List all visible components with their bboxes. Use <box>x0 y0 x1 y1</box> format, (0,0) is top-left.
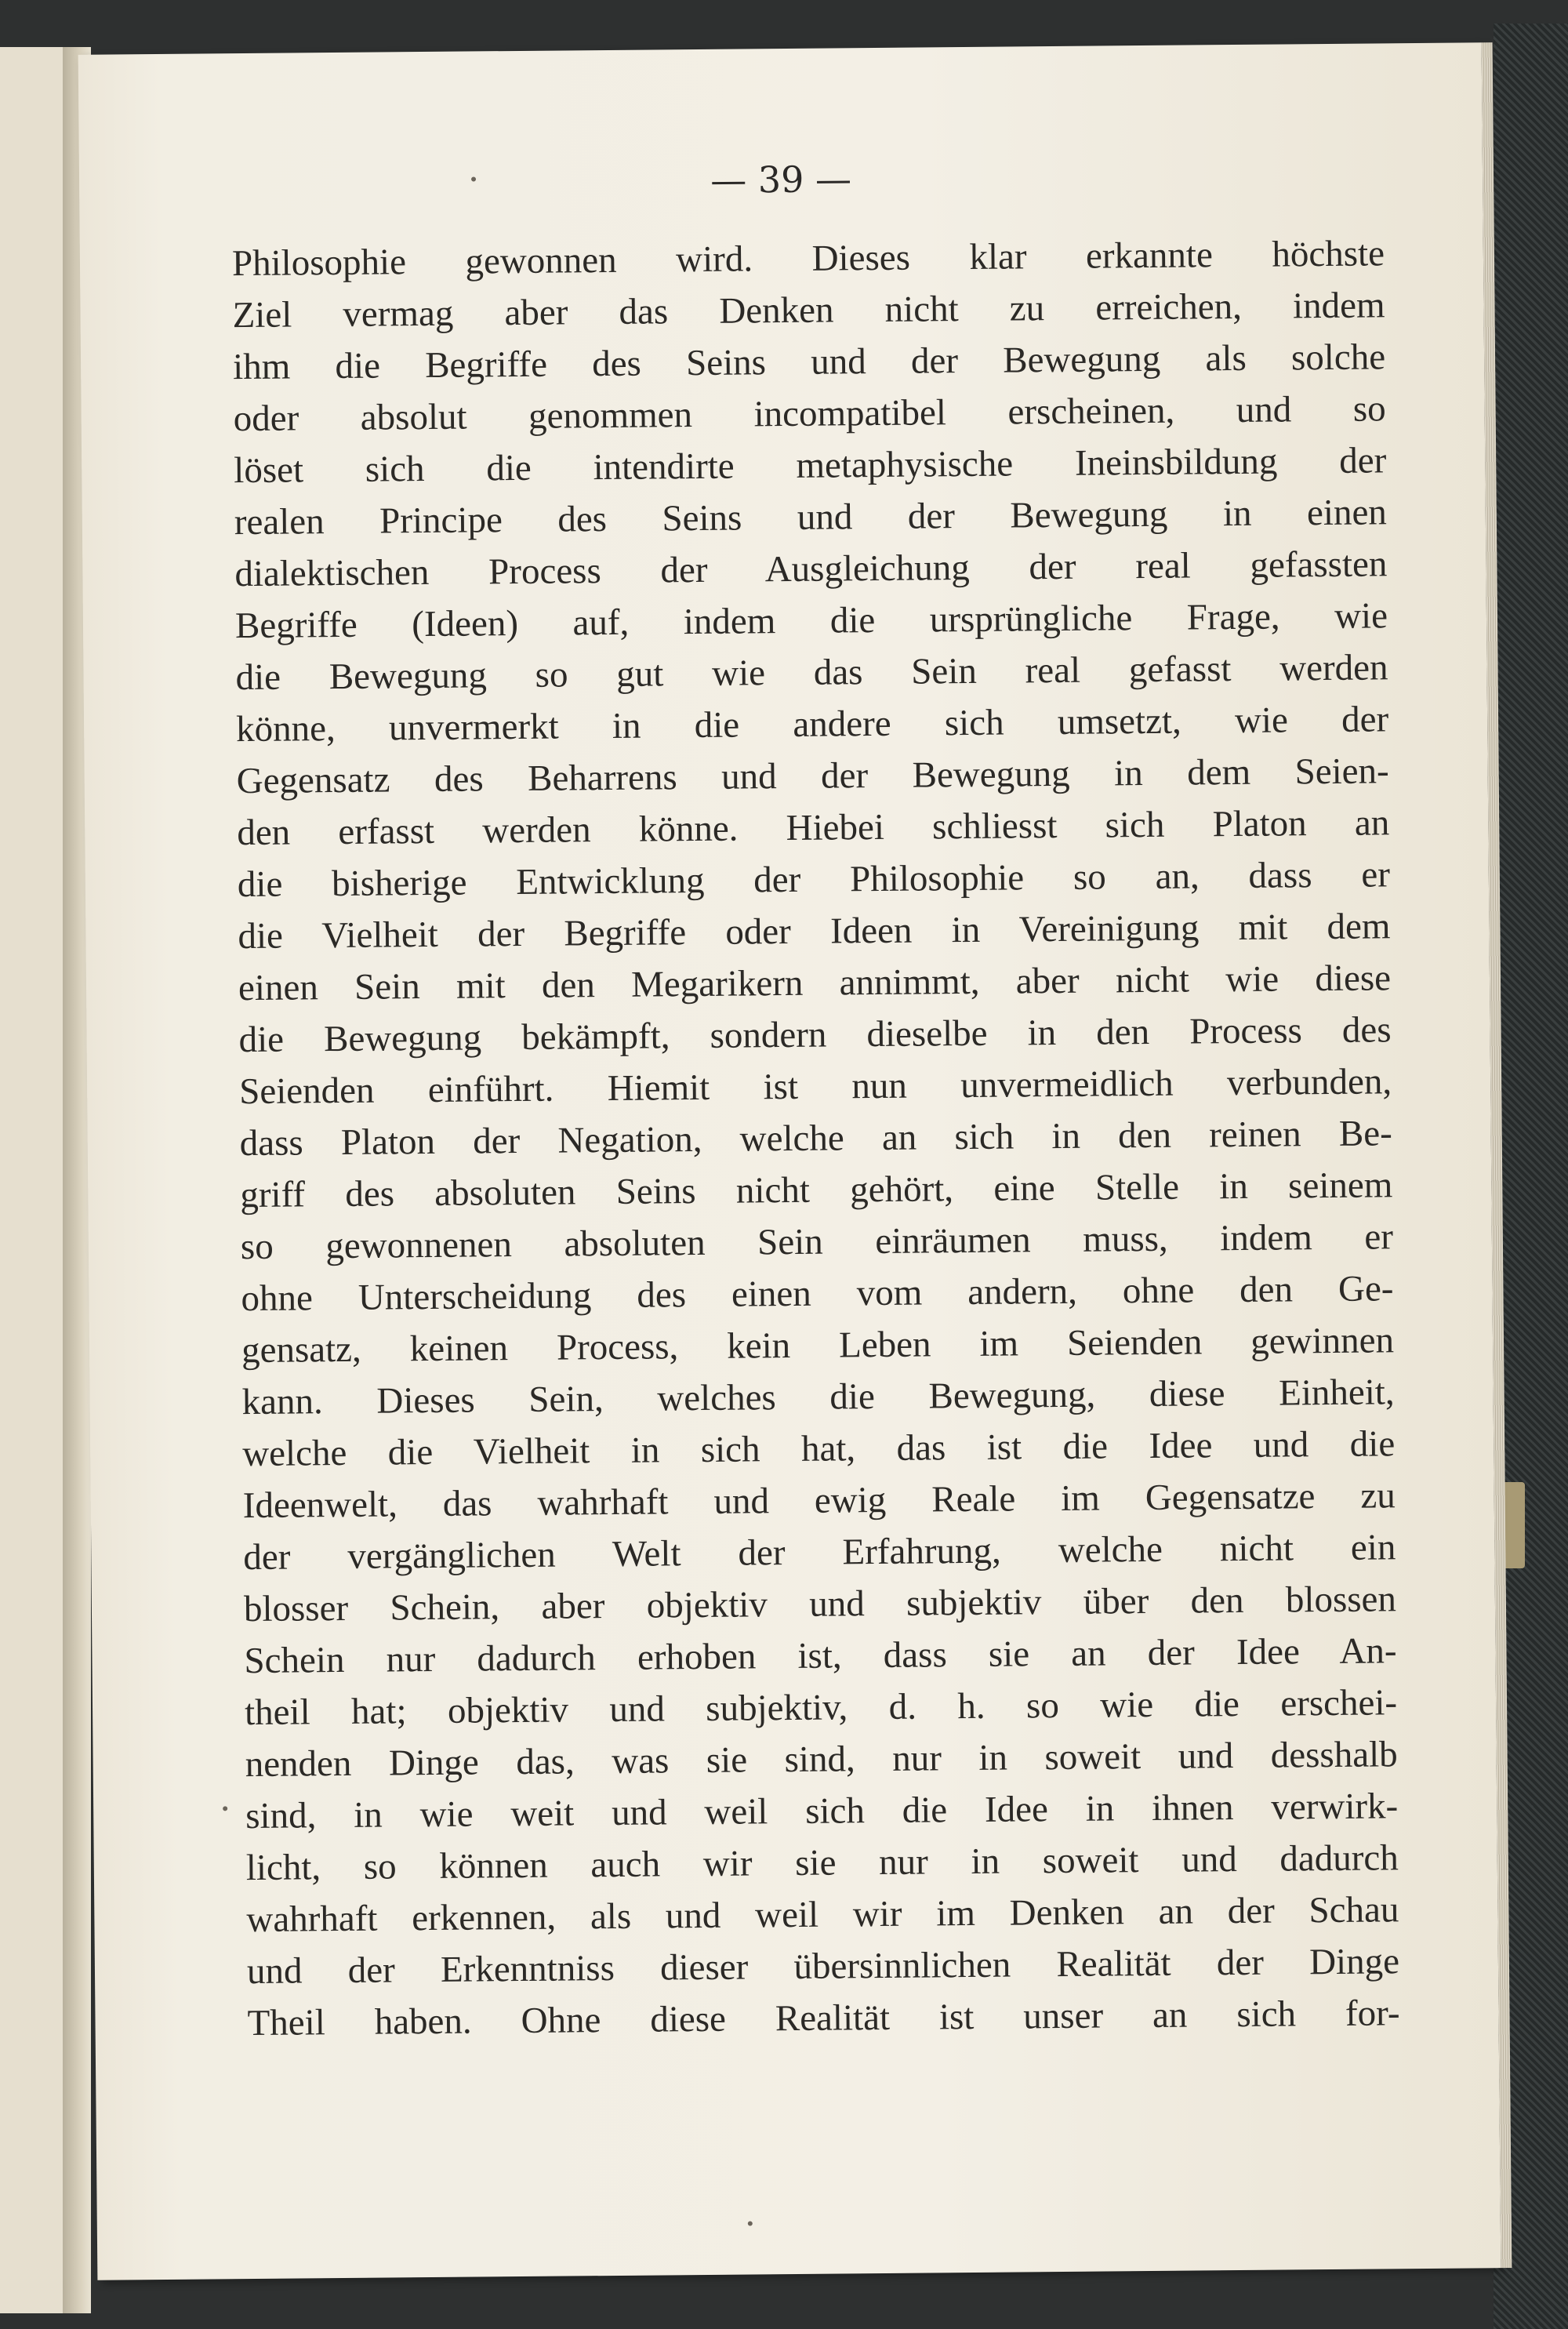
text-line: könne, unvermerkt in die andere sich umsetzt, wie der <box>235 699 1389 750</box>
book-page <box>78 42 1501 2280</box>
text-line: so gewonnenen absoluten Sein einräumen muss, indem er <box>240 1216 1394 1268</box>
text-line: löset sich die intendirte metaphysische Ineinsbildung der <box>234 440 1387 492</box>
left-page-edge <box>0 47 65 2313</box>
text-line: Philosophie gewonnen wird. Dieses klar erkannte höchste <box>231 233 1385 285</box>
text-line: Ziel vermag aber das Denken nicht zu erreichen, indem <box>232 285 1385 336</box>
text-line: welche die Vielheit in sich hat, das ist die Idee und die <box>242 1423 1396 1475</box>
text-line: theil hat; objektiv und subjektiv, d. h. so wie die erschei- <box>244 1682 1398 1734</box>
text-line: den erfasst werden könne. Hiebei schliesst sich Platon an <box>237 802 1390 854</box>
body-text <box>232 227 1400 2049</box>
text-line: nenden Dinge das, was sie sind, nur in soweit und desshalb <box>245 1734 1398 1786</box>
text-line: licht, so können auch wir sie nur in soweit und dadurch <box>245 1837 1399 1889</box>
text-line: die Vielheit der Begriffe oder Ideen in Vereinigung mit dem <box>238 906 1391 957</box>
text-line: sind, in wie weit und weil sich die Idee in ihnen verwirk- <box>245 1786 1399 1837</box>
text-line: die bisherige Entwicklung der Philosophie so an, dass er <box>237 854 1391 906</box>
text-line: Gegensatz des Beharrens und der Bewegung in dem Seien- <box>236 750 1389 802</box>
paper-speck <box>748 2221 753 2225</box>
text-line: kann. Dieses Sein, welches die Bewegung, diese Einheit, <box>241 1372 1395 1423</box>
paper-speck <box>223 1806 227 1811</box>
text-line: Ideenwelt, das wahrhaft und ewig Reale im Gegensatze zu <box>242 1475 1396 1527</box>
text-line: realen Principe des Seins und der Bewegung in einen <box>234 492 1388 543</box>
text-line: ohne Unterscheidung des einen vom andern, ohne den Ge- <box>241 1268 1394 1320</box>
paper-speck <box>471 176 476 181</box>
text-line: der vergänglichen Welt der Erfahrung, welche nicht ein <box>243 1527 1396 1579</box>
text-line: Seienden einführt. Hiemit ist nun unvermeidlich verbunden, <box>238 1061 1392 1113</box>
text-line: oder absolut genommen incompatibel erscheinen, und so <box>233 388 1386 440</box>
text-line: wahrhaft erkennen, als und weil wir im Denken an der Schau <box>246 1889 1399 1941</box>
text-line: und der Erkenntniss dieser übersinnlichen Realität der Dinge <box>246 1941 1400 1993</box>
text-line: dialektischen Process der Ausgleichung der real gefassten <box>234 543 1388 595</box>
text-line: einen Sein mit den Megarikern annimmt, aber nicht wie diese <box>238 957 1392 1009</box>
text-line: ihm die Begriffe des Seins und der Bewegung als solche <box>232 336 1386 388</box>
text-line: die Bewegung bekämpft, sondern dieselbe in den Process des <box>238 1009 1392 1061</box>
text-line: dass Platon der Negation, welche an sich in den reinen Be- <box>239 1113 1392 1164</box>
text-line: griff des absoluten Seins nicht gehört, eine Stelle in seinem <box>240 1164 1393 1216</box>
text-line: die Bewegung so gut wie das Sein real gefasst werden <box>235 647 1388 699</box>
text-line: Schein nur dadurch erhoben ist, dass sie an der Idee An- <box>244 1630 1397 1682</box>
text-line: Theil haben. Ohne diese Realität ist unser an sich for- <box>247 1993 1400 2044</box>
text-line: Begriffe (Ideen) auf, indem die ursprüngliche Frage, wie <box>234 595 1388 647</box>
text-line: gensatz, keinen Process, kein Leben im Seienden gewinnen <box>241 1320 1395 1372</box>
text-line: blosser Schein, aber objektiv und subjektiv über den blossen <box>243 1579 1397 1630</box>
page-number: — 39 — <box>710 158 852 202</box>
